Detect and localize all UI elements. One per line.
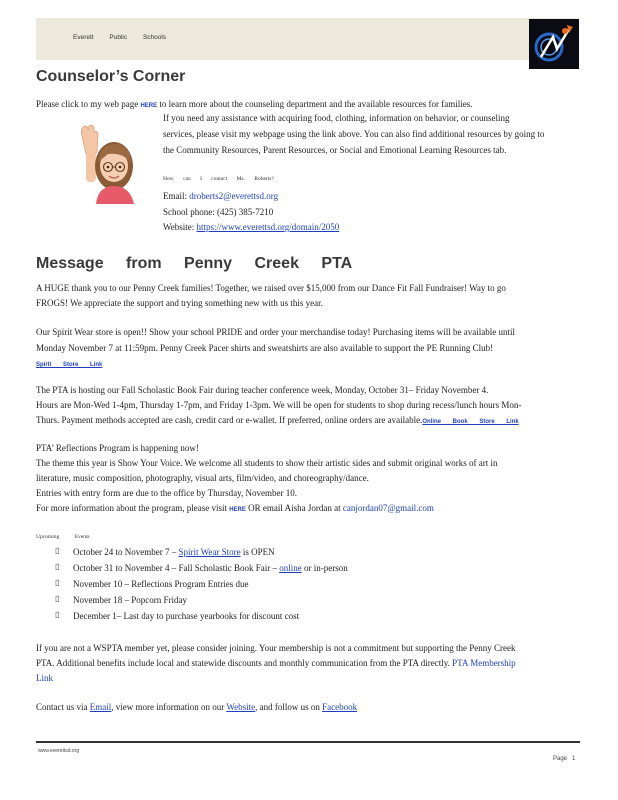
pta-p1-line-1: A HUGE thank you to our Penny Creek families! Together, we raised over $15,000 from our Dance Fit Fall Fundraiser! Way to go — [36, 283, 506, 293]
contact-facebook-link[interactable]: Facebook — [322, 702, 358, 712]
pta-p4-text: For more information about the program, please visit — [36, 503, 230, 513]
event-bullet-icon: ▯ — [55, 562, 60, 571]
contact-text: Contact us via — [36, 702, 90, 712]
counselor-email-line — [163, 189, 278, 203]
pta-p3-line-1: The PTA is hosting our Fall Scholastic Book Fair during teacher conference week, Monday, October 31– Friday November 4. — [36, 385, 489, 395]
pta-p2-line-2: Monday November 7 at 11:59pm. Penny Creek Pacer shirts and sweatshirts are also available to support the PE Running Club! — [36, 343, 494, 353]
contact-heading: How can I contact Ms. Roberts? — [163, 176, 274, 182]
counselor-website-link[interactable]: https://www.everettsd.org/domain/2050 — [196, 222, 340, 232]
spirit-store-link[interactable]: Spirit Store Link — [36, 362, 103, 368]
counselor-para-line-2: services, please visit my webpage using the link above. You can also find additional resources by going to — [163, 129, 545, 139]
events-heading: Upcoming Events — [36, 534, 90, 540]
pta-p4-line-2: The theme this year is Show Your Voice. We welcome all students to show their artistic sides and submit original works of art in — [36, 458, 498, 468]
event-bullet-icon: ▯ — [55, 610, 60, 619]
pta-p1-line-2: FROGS! We appreciate the support and trying something new with us this year. — [36, 298, 323, 308]
pta-p3-line-3 — [36, 413, 519, 429]
counselor-email-link[interactable]: droberts2@everettsd.org — [189, 191, 279, 201]
page-label: Page — [553, 756, 568, 762]
intro-text-after: to learn more about the counseling department and the available resources for families. — [157, 99, 473, 109]
event-online-link[interactable]: online — [279, 563, 302, 573]
counselor-phone: School phone: (425) 385-7210 — [163, 207, 274, 217]
aisha-email-link[interactable]: canjordan07@gmail.com — [342, 503, 434, 513]
membership-text: PTA. Additional benefits include local and statewide discounts and monthly communication from the PTA directly. — [36, 658, 453, 668]
email-label: Email: — [163, 191, 190, 201]
event-bullet-icon: ▯ — [55, 546, 60, 555]
event-text-after: is OPEN — [240, 547, 275, 557]
online-book-store-link[interactable]: Online Book Store Link — [422, 419, 519, 425]
event-text: October 24 to November 7 – — [73, 547, 179, 557]
pta-p3-line-2: Hours are Mon-Wed 1-4pm, Thursday 1-7pm, and Friday 1-3pm. We will be open for students to shop during recess/lunch hours Mon- — [36, 400, 522, 410]
counselor-para-line-1: If you need any assistance with acquiring food, clothing, information on behavior, or counseling — [163, 113, 510, 123]
spirit-store-link-line — [36, 356, 102, 372]
membership-line-1: If you are not a WSPTA member yet, please consider joining. Your membership is not a commitment but supporting the Penny Creek — [36, 643, 516, 653]
pta-p4-line-4: Entries with entry form are due to the office by Thursday, November 10. — [36, 488, 298, 498]
event-item-5: December 1– Last day to purchase yearbooks for discount cost — [73, 611, 300, 621]
everett-logo-icon — [529, 19, 579, 69]
pta-p4-line-5 — [36, 501, 434, 517]
header-link-everett[interactable]: Everett — [73, 34, 94, 41]
header-link-schools[interactable]: Schools — [142, 34, 167, 41]
counselor-avatar — [78, 124, 136, 204]
counselor-heading: Counselor’s Corner — [36, 68, 186, 85]
event-item-3: November 10 – Reflections Program Entries due — [73, 579, 249, 589]
reflections-here-link[interactable]: HERE — [229, 507, 246, 513]
page-number: 1 — [572, 756, 576, 762]
counselor-here-link[interactable]: HERE — [140, 103, 158, 109]
contact-text-mid: , view more information on our — [111, 702, 227, 712]
intro-text: Please click to my web page — [36, 99, 141, 109]
event-item-1 — [73, 545, 275, 559]
pta-p4-line-1: PTA’ Reflections Program is happening now! — [36, 443, 199, 453]
footer-rule — [36, 741, 580, 743]
event-text: October 31 to November 4 – Fall Scholastic Book Fair – — [73, 563, 280, 573]
contact-website-link[interactable]: Website — [226, 702, 256, 712]
header-link-public[interactable]: Public — [109, 34, 128, 41]
footer-page — [553, 756, 575, 762]
contact-line — [36, 700, 357, 714]
header-links — [73, 34, 180, 41]
counselor-para-line-3: the Community Resources, Parent Resources, or Social and Emotional Learning Resources tab. — [163, 145, 507, 155]
event-item-4: November 18 – Popcorn Friday — [73, 595, 187, 605]
website-label: Website: — [163, 222, 197, 232]
pta-p3-last-text: Thurs. Payment methods accepted are cash, credit card or e-wallet. If preferred, online orders are available. — [36, 415, 423, 425]
counselor-website-line — [163, 220, 339, 234]
event-bullet-icon: ▯ — [55, 594, 60, 603]
membership-line-2 — [36, 656, 516, 670]
pta-membership-link-cont[interactable]: Link — [36, 673, 53, 683]
pta-p4-line-3: literature, music composition, photography, visual arts, film/video, and choreography/dance. — [36, 473, 369, 483]
pta-heading: Message from Penny Creek PTA — [36, 255, 353, 272]
event-bullet-icon: ▯ — [55, 578, 60, 587]
contact-text-mid2: , and follow us on — [255, 702, 323, 712]
membership-line-3 — [36, 671, 53, 685]
event-text-after: or in-person — [301, 563, 348, 573]
event-spirit-wear-link[interactable]: Spirit Wear Store — [178, 547, 241, 557]
contact-email-link[interactable]: Email — [89, 702, 112, 712]
pta-p4-mid: OR email Aisha Jordan at — [245, 503, 343, 513]
footer-site[interactable]: www.everettsd.org — [38, 748, 80, 754]
pta-membership-link[interactable]: PTA Membership — [452, 658, 516, 668]
pta-p2-line-1: Our Spirit Wear store is open!! Show your school PRIDE and order your merchandise today! Purchasing items will be available until — [36, 327, 516, 337]
event-item-2 — [73, 561, 348, 575]
